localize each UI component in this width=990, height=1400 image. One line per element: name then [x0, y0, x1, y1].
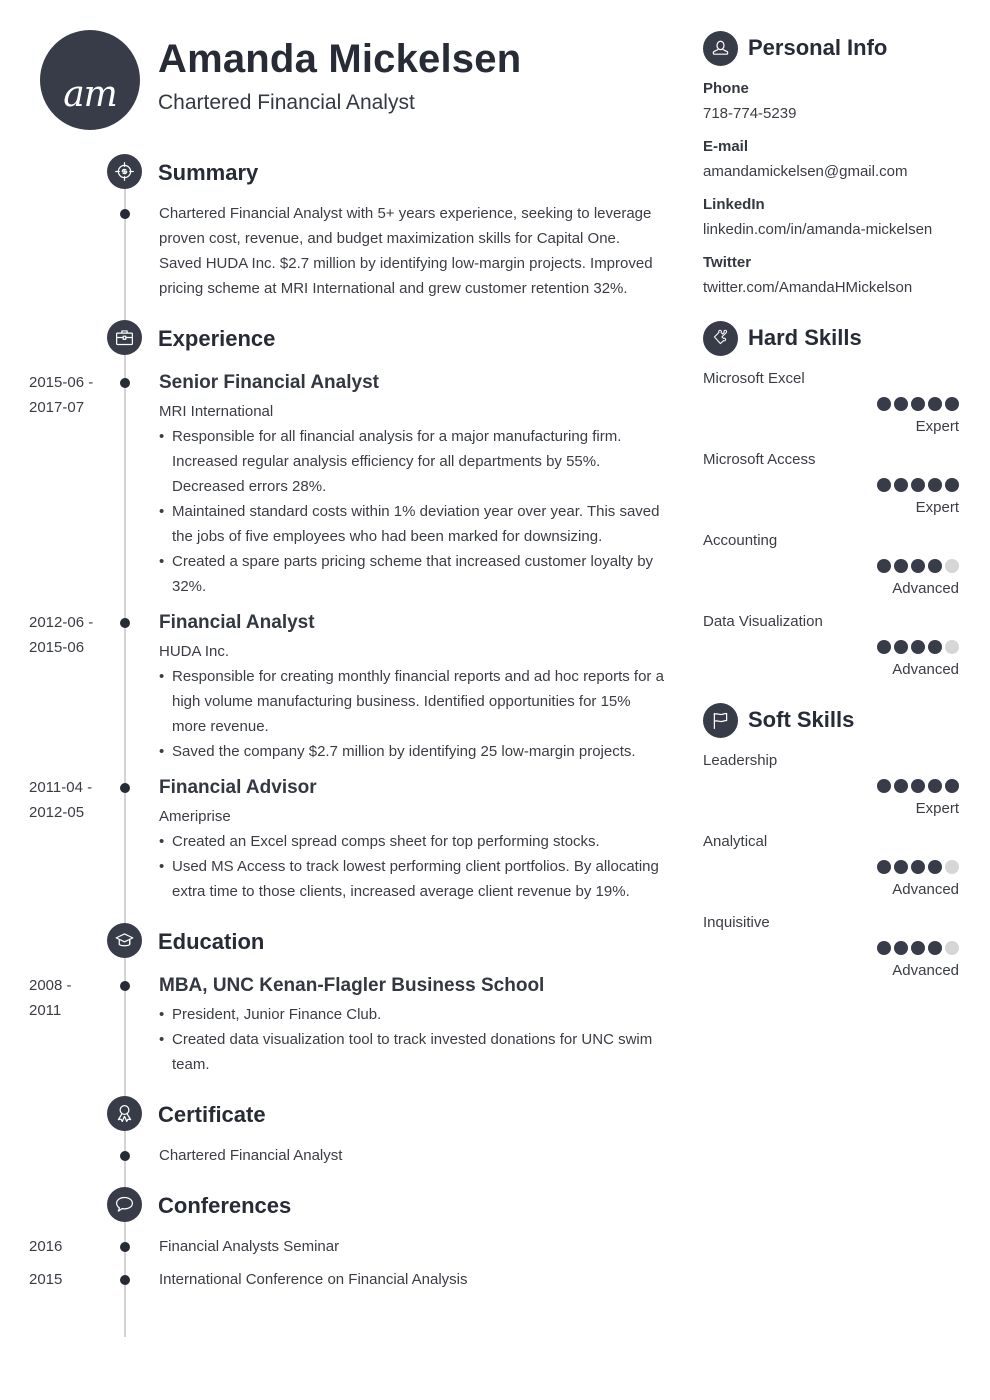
job-bullets: [159, 829, 664, 904]
job-company: Ameriprise: [159, 808, 231, 825]
info-label-email: E-mail: [703, 138, 749, 155]
skill-level: Expert: [915, 499, 959, 516]
bullet-item: • Created an Excel spread comps sheet for top performing stocks.: [159, 829, 664, 854]
skill-level: Advanced: [892, 580, 959, 597]
skill-name: Leadership: [703, 752, 778, 769]
bullet-item: • Created a spare parts pricing scheme that increased customer loyalty by 32%.: [159, 549, 664, 599]
timeline-dot: [120, 783, 130, 793]
skill-name: Inquisitive: [703, 914, 770, 931]
avatar: [40, 30, 140, 130]
timeline-dot: [120, 1242, 130, 1252]
section-title-education: Education: [158, 929, 265, 954]
skill-rating: [877, 860, 959, 874]
bullet-item: • Saved the company $2.7 million by identifying 25 low-margin projects.: [159, 739, 664, 764]
skill-level: Advanced: [892, 881, 959, 898]
avatar-initials: am: [63, 74, 117, 115]
skill-rating: [877, 478, 959, 492]
skill-rating: [877, 640, 959, 654]
candidate-title: Chartered Financial Analyst: [158, 91, 415, 114]
skill-rating: [877, 779, 959, 793]
timeline-dot: [120, 618, 130, 628]
section-title-experience: Experience: [158, 326, 276, 351]
edu-date-end: 2011: [29, 1002, 62, 1019]
job-date-end: 2012-05: [29, 804, 85, 821]
skill-name: Microsoft Excel: [703, 370, 805, 387]
bullet-item: • Maintained standard costs within 1% deviation year over year. This saved the jobs of five employees who had been marked for downsizing.: [159, 499, 664, 549]
bullet-item: • Used MS Access to track lowest performing client portfolios. By allocating extra time to those clients, increased average client revenue by 19%.: [159, 854, 664, 904]
target-icon: [107, 154, 142, 189]
section-title-personal-info: Personal Info: [748, 35, 888, 60]
info-value-twitter[interactable]: twitter.com/AmandaHMickelson: [703, 279, 913, 296]
bullet-item: • Responsible for all financial analysis for a major manufacturing firm. Increased regular analysis efficiency for all departments by 55%. Decreased errors 28%.: [159, 424, 664, 499]
section-title-conferences: Conferences: [158, 1193, 292, 1218]
conference-year: 2015: [29, 1271, 63, 1288]
timeline-dot: [120, 378, 130, 388]
edu-bullets: [159, 1002, 664, 1077]
info-label-twitter: Twitter: [703, 254, 752, 271]
puzzle-icon: [703, 321, 738, 356]
job-title: Senior Financial Analyst: [159, 372, 379, 393]
info-label-phone: Phone: [703, 80, 749, 97]
job-date-start: 2012-06 -: [29, 614, 94, 631]
section-title-summary: Summary: [158, 160, 259, 185]
info-label-linkedin: LinkedIn: [703, 196, 765, 213]
timeline-dot: [120, 1151, 130, 1161]
speech-bubble-icon: [107, 1187, 142, 1222]
job-bullets: [159, 664, 664, 764]
skill-name: Accounting: [703, 532, 778, 549]
job-title: Financial Analyst: [159, 612, 315, 633]
job-title: Financial Advisor: [159, 777, 317, 798]
skill-level: Expert: [915, 418, 959, 435]
info-value-phone: 718-774-5239: [703, 105, 797, 122]
certificate-item: Chartered Financial Analyst: [159, 1147, 343, 1164]
conference-name: International Conference on Financial Analysis: [159, 1271, 468, 1288]
info-value-linkedin[interactable]: linkedin.com/in/amanda-mickelsen: [703, 221, 933, 238]
skill-level: Expert: [915, 800, 959, 817]
bullet-item: • Responsible for creating monthly financial reports and ad hoc reports for a high volume manufacturing business. Identified opportunities for 15% more revenue.: [159, 664, 664, 739]
job-date-start: 2015-06 -: [29, 374, 94, 391]
conference-name: Financial Analysts Seminar: [159, 1238, 340, 1255]
info-value-email[interactable]: amandamickelsen@gmail.com: [703, 163, 908, 180]
graduation-cap-icon: [107, 923, 142, 958]
timeline-dot: [120, 209, 130, 219]
section-title-hard-skills: Hard Skills: [748, 325, 862, 350]
flag-icon: [703, 703, 738, 738]
job-date-start: 2011-04 -: [29, 779, 93, 796]
job-company: MRI International: [159, 403, 274, 420]
bullet-item: • Created data visualization tool to track invested donations for UNC swim team.: [159, 1027, 664, 1077]
skill-rating: [877, 941, 959, 955]
skill-name: Microsoft Access: [703, 451, 816, 468]
bullet-item: • President, Junior Finance Club.: [159, 1002, 664, 1027]
job-date-end: 2015-06: [29, 639, 85, 656]
timeline-dot: [120, 981, 130, 991]
conference-year: 2016: [29, 1238, 63, 1255]
edu-date-start: 2008 -: [29, 977, 72, 994]
skill-name: Data Visualization: [703, 613, 823, 630]
job-date-end: 2017-07: [29, 399, 85, 416]
skill-rating: [877, 397, 959, 411]
degree-title: MBA, UNC Kenan-Flagler Business School: [159, 975, 545, 996]
timeline-dot: [120, 1275, 130, 1285]
skill-level: Advanced: [892, 962, 959, 979]
skill-rating: [877, 559, 959, 573]
award-ribbon-icon: [107, 1096, 142, 1131]
job-company: HUDA Inc.: [159, 643, 230, 660]
section-title-certificate: Certificate: [158, 1102, 266, 1127]
job-bullets: [159, 424, 664, 599]
section-title-soft-skills: Soft Skills: [748, 707, 855, 732]
skill-name: Analytical: [703, 833, 768, 850]
summary-text: Chartered Financial Analyst with 5+ years experience, seeking to leverage proven cost, revenue, and budget maximization skills for Capital One. Saved HUDA Inc. $2.7 million by identifying low-margin projects. Improved pricing scheme at MRI International and grew customer retention 32%.: [159, 205, 653, 297]
candidate-name: Amanda Mickelsen: [158, 37, 522, 81]
briefcase-icon: [107, 320, 142, 355]
skill-level: Advanced: [892, 661, 959, 678]
user-icon: [703, 31, 738, 66]
